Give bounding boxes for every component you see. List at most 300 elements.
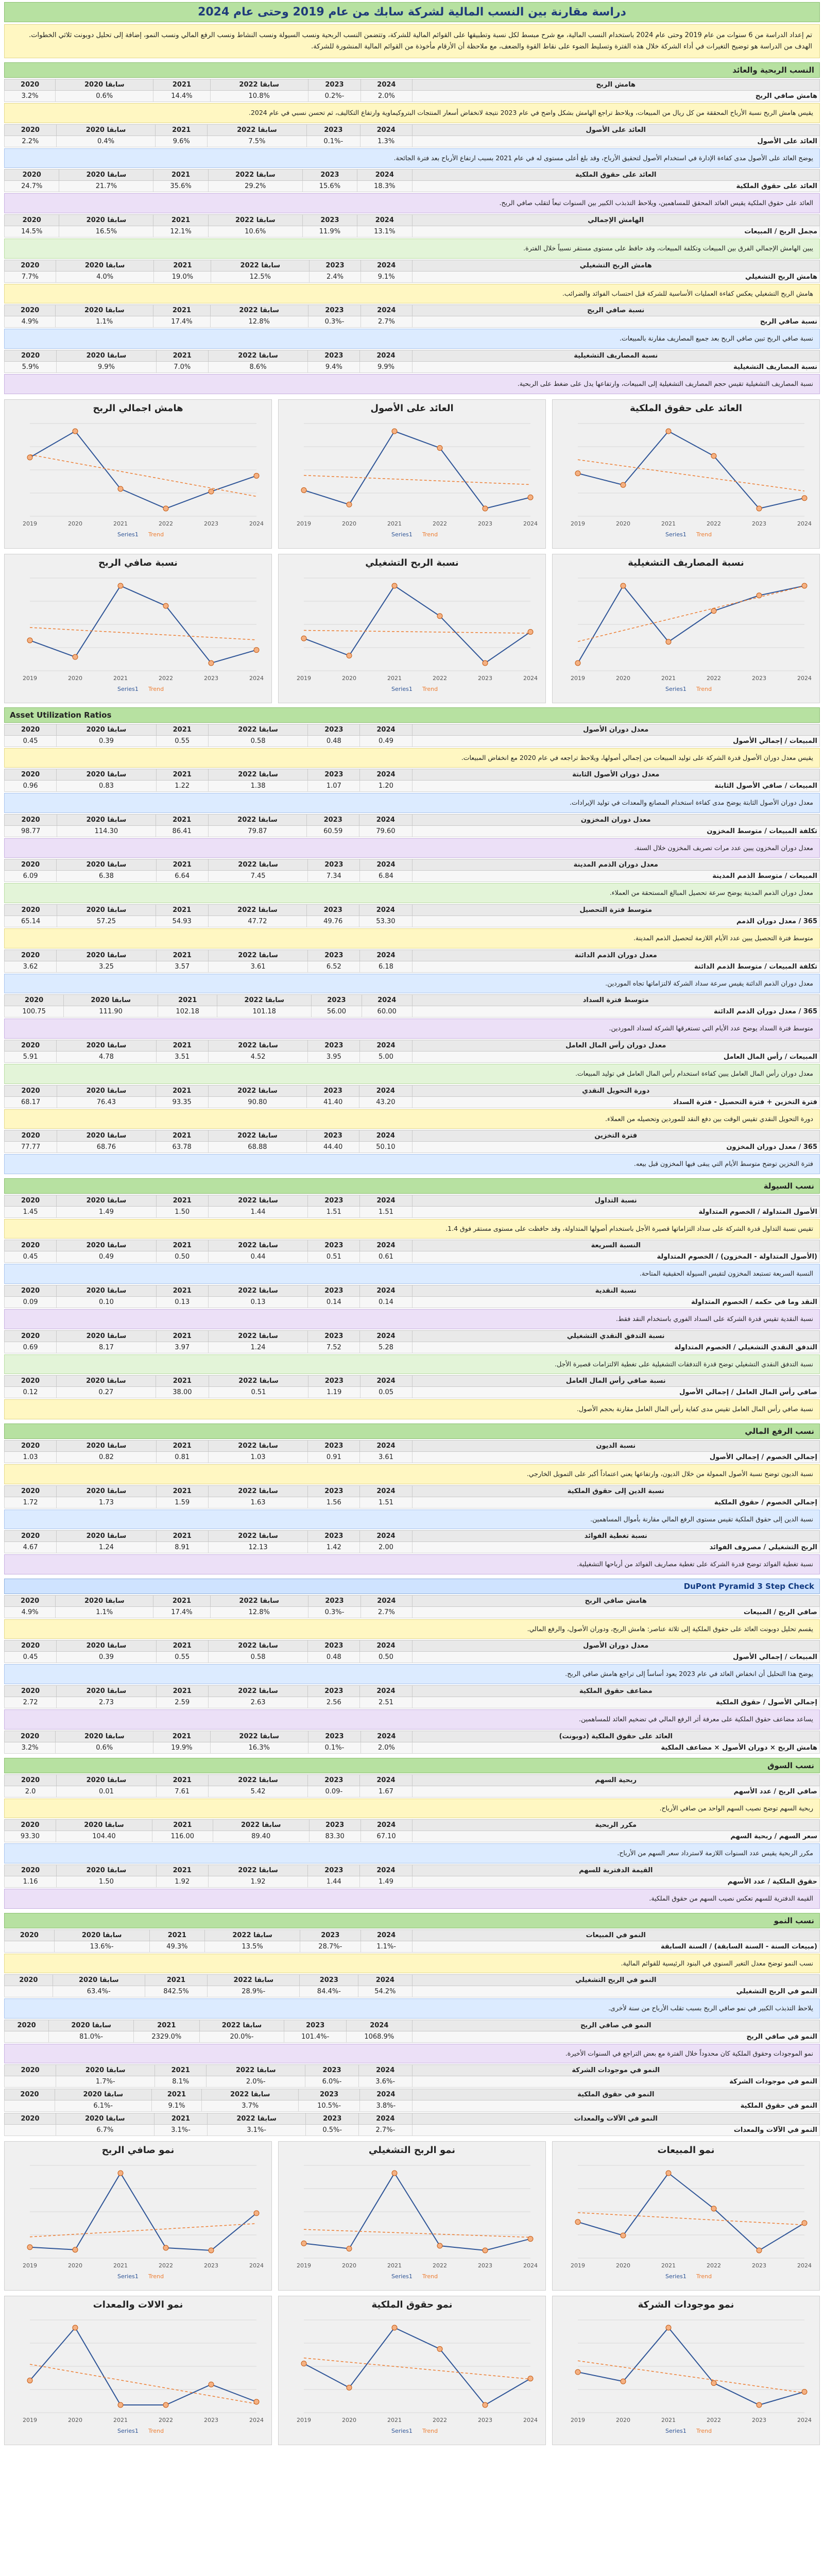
metric-value: 7.0% [156,361,208,372]
metric-value: -3.1% [208,2125,306,2136]
year-header: 2021 [156,1440,208,1451]
year-header: 2024 [357,170,412,181]
year-header: 2020 [5,859,57,871]
metric-value: -0.09 [308,1786,360,1797]
data-point [392,429,397,434]
metric-value: 14.4% [153,91,210,102]
x-tick-label: 2024 [523,2262,538,2269]
data-point [301,487,306,493]
year-header: 2023 [298,2089,359,2100]
metric-value: 44.40 [307,1142,359,1153]
x-tick-label: 2023 [478,520,492,527]
metric-value: 1.07 [308,781,360,792]
metric-label-header: معدل دوران الذمم المدينة [412,859,820,871]
year-header: 2020 [5,1865,57,1876]
x-tick-label: 2020 [616,2262,630,2269]
leverage-section [4,1423,820,1574]
year-header: سابقا 2020 [56,1731,153,1742]
metric-value: 1.1% [56,316,153,328]
chart-title: نسبة المصاريف التشغيلية [628,557,744,568]
metric-value: 53.30 [359,916,412,927]
year-header: 2024 [360,769,412,781]
year-header: 2021 [153,305,210,316]
metric-table [4,1375,820,1398]
metric-formula: النمو في صافي الربح [412,2031,820,2042]
metric-value: 0.13 [156,1297,208,1308]
metric-note: نسب النمو توضح معدل التغير السنوي في البنود الرئيسية للقوائم المالية. [4,1954,820,1974]
metric-note: هامش الربح التشغيلي يعكس كفاءة العمليات الأساسية للشركة قبل احتساب الفوائد والضرائب. [4,284,820,304]
year-header: سابقا 2022 [199,2020,284,2031]
year-header: 2023 [305,2065,359,2076]
year-header: سابقا 2020 [56,1595,153,1606]
metric-label-header: ربحية السهم [412,1774,820,1786]
metric-formula: نسبة صافي الربح [412,316,820,328]
year-header: 2020 [5,1531,57,1542]
metric-label-header: مكرر الربحية [412,1820,820,1831]
metric-value: 2.63 [208,1697,308,1708]
metric-value: 3.61 [208,961,308,972]
metric-label-header: فترة التخزين [412,1130,820,1142]
legend-trend: Trend [696,2273,712,2280]
metric-value: 79.87 [208,825,306,837]
year-header: 2020 [5,905,57,916]
year-header: 2020 [5,260,56,271]
metric-formula: المبيعات / صافي الأصول الثابتة [412,781,820,792]
chart-title: العائد على حقوق الملكية [629,402,743,414]
metric-note: نسبة المصاريف التشغيلية تقيس حجم المصاريف التشغيلية إلى المبيعات، وارتفاعها يدل على ضغط على الربحية. [4,374,820,394]
metric-value: -6.0% [305,2076,359,2088]
metric-value: 4.78 [57,1051,157,1062]
year-header: سابقا 2020 [57,1085,156,1096]
year-header: سابقا 2022 [211,260,310,271]
year-header: 2023 [307,905,359,916]
x-tick-label: 2022 [433,2262,447,2269]
legend-trend: Trend [422,685,438,692]
chart-svg [8,416,268,539]
year-header: 2021 [156,859,208,871]
metric-row [5,361,820,372]
data-point [621,583,626,588]
metric-table [4,1440,820,1463]
metric-label-header: نسبة صافي الربح [412,305,820,316]
x-tick-label: 2024 [797,2417,812,2424]
year-header: 2024 [360,1195,412,1206]
metric-note: ربحية السهم توضح نصيب السهم الواحد من صافي الأرباح. [4,1799,820,1819]
data-point [118,583,123,588]
data-point [392,583,397,588]
metric-value: 19.0% [154,271,211,282]
year-header: سابقا 2022 [208,1531,308,1542]
year-header: سابقا 2020 [56,305,153,316]
metric-value: -81.0% [49,2031,134,2042]
metric-value: -2.0% [207,2076,305,2088]
metric-label-header: نسبة الديون [412,1440,820,1451]
data-point [209,660,214,666]
year-header: سابقا 2022 [208,1330,308,1342]
metric-formula: إجمالي الخصوم / حقوق الملكية [412,1497,820,1508]
metric-value: 1.03 [5,1451,57,1463]
metric-note: معدل دوران الذمم المدينة يوضح سرعة تحصيل المبالغ المستحقة من العملاء. [4,883,820,903]
metric-label-header: القيمة الدفترية للسهم [412,1865,820,1876]
metric-row [5,1297,820,1308]
metric-note: فترة التخزين توضح متوسط الأيام التي يبقى فيها المخزون قبل بيعه. [4,1154,820,1174]
metric-value: 1.20 [360,781,412,792]
metric-value: 0.6% [56,91,153,102]
year-header: 2023 [310,260,361,271]
metric-value: -3.8% [360,2100,412,2112]
x-tick-label: 2021 [387,2417,402,2424]
metric-row [5,1606,820,1618]
metric-value: 0.05 [360,1387,412,1398]
metric-value: 7.7% [5,271,56,282]
data-point [575,2370,580,2375]
year-header: 2021 [156,1195,208,1206]
x-tick-label: 2021 [661,2417,676,2424]
metric-value: 1.45 [5,1206,57,1217]
data-point [163,506,168,511]
metric-table [4,169,820,192]
line-chart [4,2296,272,2445]
year-header: سابقا 2020 [57,350,157,361]
data-point [757,506,762,511]
metric-value: 9.9% [57,361,157,372]
metric-value: 3.61 [360,1451,412,1463]
metric-value: 7.45 [208,871,308,882]
year-header: 2021 [153,1595,210,1606]
metric-value: 0.01 [57,1786,157,1797]
metric-table [4,1530,820,1553]
line-chart [4,399,272,549]
year-header: 2023 [308,1485,360,1497]
data-point [666,429,671,434]
year-header: سابقا 2022 [208,1686,308,1697]
year-header: 2024 [360,2089,412,2100]
metric-formula: 365 / معدل دوران الذمم الدائنة [412,1006,820,1018]
metric-value: 0.39 [57,735,157,747]
metric-value: 0.09 [5,1297,57,1308]
metric-value: 1.49 [57,1206,157,1217]
metric-value [5,1941,55,1952]
metric-value: 5.9% [5,361,57,372]
data-point [254,2399,259,2404]
metric-table [4,1595,820,1618]
metric-note: متوسط فترة السداد يوضح عدد الأيام التي تستغرقها الشركة لسداد الموردين. [4,1019,820,1039]
metric-label-header: معدل دوران الذمم الدائنة [412,950,820,961]
metric-value: 3.97 [156,1342,208,1353]
year-header: 2024 [360,1040,412,1051]
metric-note: نسبة الديون توضح نسبة الأصول الممولة من خلال الديون، وارتفاعها يعني اعتماداً أكبر على التمويل الخارجي. [4,1464,820,1484]
year-header: سابقا 2020 [57,859,157,871]
metric-value: 2.2% [5,135,57,147]
metric-value: 68.88 [208,1142,306,1153]
year-header: سابقا 2020 [59,215,153,226]
metric-row [5,2100,820,2112]
metric-row [5,916,820,927]
metric-value: -28.7% [300,1941,361,1952]
metric-table [4,79,820,102]
data-point [621,482,626,487]
metric-label-header: دورة التحويل النقدي [412,1085,820,1096]
metric-value: 12.13 [208,1542,308,1553]
year-header: سابقا 2022 [208,1130,306,1142]
data-point [528,495,533,500]
metric-value: -0.1% [308,1742,361,1753]
metric-note: القيمة الدفترية للسهم تعكس نصيب السهم من حقوق الملكية. [4,1889,820,1909]
x-tick-label: 2021 [113,520,128,527]
trend-line [30,454,256,496]
x-tick-label: 2022 [707,2262,721,2269]
metric-value: 0.55 [156,735,208,747]
year-header: 2020 [5,1595,56,1606]
year-header: سابقا 2020 [57,1865,157,1876]
x-tick-label: 2021 [387,520,402,527]
metric-label-header: معدل دوران الأصول الثابتة [412,769,820,781]
metric-value: 0.10 [57,1297,157,1308]
metric-label-header: النسبة السريعة [412,1240,820,1251]
metric-value: 0.12 [5,1387,57,1398]
x-tick-label: 2020 [68,520,82,527]
x-tick-label: 2020 [616,520,630,527]
metric-table [4,1865,820,1888]
chart-title: نمو صافي الربح [101,2145,175,2156]
metric-value: 1.1% [56,1606,153,1618]
leverage-heading: نسب الرفع المالي [4,1423,820,1439]
data-point [254,473,259,478]
year-header: 2021 [153,215,208,226]
data-point [437,613,442,618]
year-header: سابقا 2022 [208,1440,308,1451]
year-header: 2020 [5,724,57,735]
metric-value: 83.30 [309,1831,360,1842]
metric-value: 3.57 [156,961,208,972]
metric-value: 101.18 [217,1006,312,1018]
trend-line [578,2213,804,2225]
x-tick-label: 2022 [707,2417,721,2424]
metric-value: 1.49 [360,1876,412,1887]
metric-value: 17.4% [153,316,210,328]
metric-value: 9.9% [360,361,412,372]
metric-value: 1.3% [360,135,412,147]
metric-value: 60.59 [307,825,359,837]
metric-value: -0.5% [306,2125,359,2136]
legend-trend: Trend [148,2273,164,2280]
year-header: 2024 [360,1640,412,1652]
metric-value: 1.24 [57,1542,157,1553]
legend-series: Series1 [117,685,139,692]
metric-value: 0.49 [57,1251,157,1263]
metric-formula: هامش الربح × دوران الأصول × مضاعف الملكية [412,1742,820,1753]
metric-formula: هامش الربح التشغيلي [412,271,820,282]
metric-label-header: نسبة التداول [412,1195,820,1206]
metric-value: 3.2% [5,1742,56,1753]
metric-value: 8.6% [208,361,308,372]
metric-value: 0.69 [5,1342,57,1353]
x-tick-label: 2021 [113,2417,128,2424]
metric-value: 16.3% [210,1742,308,1753]
metric-formula: مجمل الربح / المبيعات [412,226,820,238]
x-tick-label: 2023 [204,2262,218,2269]
metric-value: 2.7% [361,1606,412,1618]
x-tick-label: 2019 [23,674,37,682]
metric-note: نسبة الدين إلى حقوق الملكية تقيس مستوى الرفع المالي مقارنة بأموال المساهمين. [4,1510,820,1530]
metric-row [5,1742,820,1753]
metric-value: 2.7% [361,316,412,328]
chart-title: نمو الالات والمعدات [93,2299,183,2311]
legend-series: Series1 [391,2428,413,2435]
chart-title: هامش اجمالي الربح [93,402,183,414]
x-tick-label: 2019 [297,674,311,682]
metric-label-header: العائد على الأصول [412,124,820,135]
year-header: 2020 [5,1440,57,1451]
metric-row [5,181,820,192]
year-header: 2024 [361,79,412,91]
metric-value [5,2076,56,2088]
year-header: 2024 [360,1820,412,1831]
data-point [711,608,716,613]
metric-value: 6.38 [57,871,157,882]
year-header: 2021 [134,2020,199,2031]
year-header: سابقا 2022 [208,950,308,961]
chart-svg [8,570,268,694]
year-header: 2021 [154,2113,207,2125]
metric-label-header: العائد على حقوق الملكية (دوبونت) [412,1731,820,1742]
year-header: 2020 [5,350,57,361]
metric-value: 49.76 [307,916,359,927]
metric-value: 11.9% [302,226,357,238]
x-tick-label: 2022 [159,520,173,527]
metric-formula: إجمالي الأصول / حقوق الملكية [412,1697,820,1708]
metric-formula: تكلفة المبيعات / متوسط المخزون [412,825,820,837]
metric-label-header: معدل دوران رأس المال العامل [412,1040,820,1051]
year-header: 2024 [347,2020,412,2031]
year-header: 2024 [361,1731,412,1742]
x-tick-label: 2020 [342,2417,356,2424]
data-point [483,506,488,511]
year-header: سابقا 2020 [57,1440,157,1451]
metric-value: 842.5% [145,1986,207,1997]
intro-text: تم إعداد الدراسة من 6 سنوات من عام 2019 وحتى عام 2024 باستخدام النسب المالية، مع شرح مبسط لكل نسبة وتطبيقها على القوائم المالية للشركة، وتتضمن النسب الربحية ونسب السيولة ونسب النشاط ونسب الرفع المالي ونسب النمو، إضافة إلى تحليل دوبونت ثلاثي الخطوات. الهدف من الدراسة هو توضيح التغيرات في أداء الشركة خلال هذه الفترة وتسليط الضوء على نقاط القوة والضعف، مع ملاحظة أن الأرقام مأخوذة من القوائم المالية المنشورة للشركة. [4,24,820,58]
year-header: 2024 [360,1531,412,1542]
x-tick-label: 2022 [433,2417,447,2424]
metric-value: 0.49 [360,735,412,747]
year-header: سابقا 2022 [208,1285,308,1297]
metric-value: 1.03 [208,1451,308,1463]
metric-value: 114.30 [57,825,156,837]
line-chart [278,2141,546,2291]
metric-value: 93.30 [5,1831,56,1842]
year-header: 2020 [5,1040,57,1051]
year-header: سابقا 2020 [57,1330,157,1342]
data-point [392,2325,397,2330]
metric-value: 0.55 [156,1652,208,1663]
year-header: 2020 [5,1330,57,1342]
chart-title: نسبة صافي الربح [98,557,178,568]
metric-formula: المبيعات / إجمالي الأصول [412,1652,820,1663]
x-tick-label: 2023 [204,2417,218,2424]
data-point [347,502,352,507]
year-header: 2024 [360,724,412,735]
metric-formula: النمو في حقوق الملكية [412,2100,820,2112]
legend-trend: Trend [696,2428,712,2435]
legend-series: Series1 [665,2428,686,2435]
year-header: سابقا 2020 [57,1485,157,1497]
year-header: سابقا 2022 [210,1595,308,1606]
metric-value: 0.6% [56,1742,153,1753]
x-tick-label: 2021 [387,2262,402,2269]
metric-row [5,735,820,747]
year-header: 2020 [5,124,57,135]
metric-note: تقيس نسبة التداول قدرة الشركة على سداد التزاماتها قصيرة الأجل باستخدام أصولها المتداولة، وقد حافظت على مستوى مستقر فوق 1.4. [4,1219,820,1239]
year-header: 2024 [360,1865,412,1876]
metric-value: 93.35 [156,1096,208,1108]
metric-note: يساعد مضاعف حقوق الملكية على معرفة أثر الرفع المالي في تضخيم العائد للمساهمين. [4,1709,820,1730]
year-header: سابقا 2020 [57,1686,157,1697]
year-header: 2021 [156,1485,208,1497]
metric-value: 8.91 [156,1542,208,1553]
metric-note: يوضح العائد على الأصول مدى كفاءة الإدارة في استخدام الأصول لتحقيق الأرباح، وقد بلغ أعلى مستوى له في عام 2021 بسبب ارتفاع الأرباح بعد فترة الجائحة. [4,148,820,168]
metric-value: 1.24 [208,1342,308,1353]
year-header: 2024 [358,1975,412,1986]
chart-svg [282,416,542,539]
metric-value: 13.1% [357,226,412,238]
legend-series: Series1 [665,685,686,692]
metric-table [4,1040,820,1063]
year-header: سابقا 2020 [56,1820,152,1831]
year-header: سابقا 2022 [208,1195,308,1206]
x-tick-label: 2023 [752,2417,766,2424]
data-point [802,2221,807,2226]
metric-table [4,2113,820,2136]
metric-note: يلاحظ التذبذب الكبير في نمو صافي الربح بسبب تقلب الأرباح من سنة لأخرى. [4,1998,820,2019]
metric-value: -1.7% [56,2076,155,2088]
metric-value: -10.5% [298,2100,359,2112]
year-header: 2021 [156,1285,208,1297]
data-point [437,2347,442,2352]
year-header: 2024 [360,1330,412,1342]
metric-row [5,1497,820,1508]
trend-line [578,2361,804,2393]
metric-value: 7.5% [208,135,307,147]
metric-value: 1.67 [360,1786,412,1797]
metric-formula: العائد على حقوق الملكية [412,181,820,192]
year-header: سابقا 2022 [217,995,312,1006]
metric-table [4,1731,820,1754]
year-header: 2021 [156,1686,208,1697]
x-tick-label: 2022 [707,674,721,682]
year-header: سابقا 2022 [208,859,308,871]
profitability-heading: النسب الربحية والعائد [4,62,820,78]
metric-value: 9.4% [308,361,360,372]
year-header: سابقا 2022 [210,1731,308,1742]
legend-trend: Trend [148,685,164,692]
metric-value: 4.67 [5,1542,57,1553]
metric-value: 0.58 [208,735,308,747]
metric-label-header: نسبة النقدية [412,1285,820,1297]
year-header: 2023 [307,814,359,825]
x-tick-label: 2024 [797,674,812,682]
metric-row [5,1142,820,1153]
profitability-section [4,62,820,394]
year-header: 2021 [152,1820,213,1831]
metric-table [4,1685,820,1708]
metric-value: 1.51 [308,1206,360,1217]
metric-value: 9.6% [156,135,208,147]
year-header: 2023 [308,724,360,735]
metric-row [5,1051,820,1062]
year-header: 2021 [156,1085,208,1096]
data-point [528,2376,533,2381]
metric-value: 10.6% [208,226,302,238]
